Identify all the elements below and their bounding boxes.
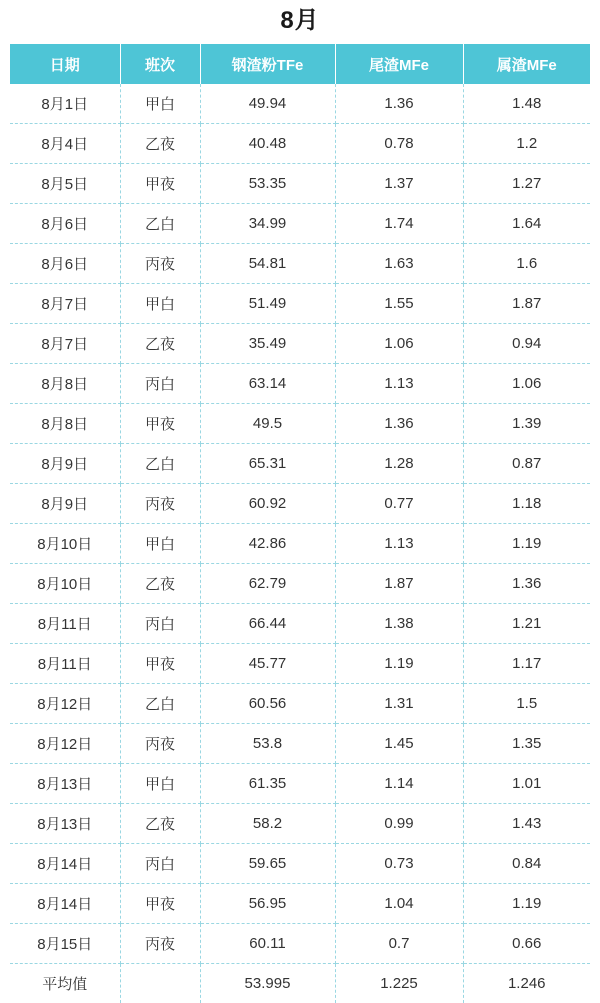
table-cell: 丙白 — [120, 604, 200, 644]
table-cell: 丙夜 — [120, 244, 200, 284]
table-cell: 60.92 — [200, 484, 335, 524]
table-cell: 1.13 — [335, 524, 463, 564]
table-cell: 62.79 — [200, 564, 335, 604]
table-cell: 8月6日 — [10, 244, 120, 284]
table-cell: 63.14 — [200, 364, 335, 404]
table-row — [10, 844, 590, 884]
table-row — [10, 444, 590, 484]
table-cell: 0.66 — [463, 924, 590, 964]
table-cell: 8月4日 — [10, 124, 120, 164]
table-row — [10, 964, 590, 1003]
table-cell: 甲夜 — [120, 884, 200, 924]
table-cell: 49.5 — [200, 404, 335, 444]
table-cell: 66.44 — [200, 604, 335, 644]
table-cell: 8月10日 — [10, 524, 120, 564]
table-cell: 8月10日 — [10, 564, 120, 604]
table-row — [10, 484, 590, 524]
table-cell: 1.6 — [463, 244, 590, 284]
table-row — [10, 204, 590, 244]
table-cell: 53.8 — [200, 724, 335, 764]
table-cell: 8月1日 — [10, 84, 120, 124]
column-header-attached-slag-mfe: 属渣MFe — [463, 44, 590, 84]
table-cell: 8月7日 — [10, 324, 120, 364]
table-cell: 1.36 — [335, 404, 463, 444]
table-cell: 1.37 — [335, 164, 463, 204]
table-cell: 甲白 — [120, 84, 200, 124]
table-cell: 61.35 — [200, 764, 335, 804]
table-cell: 1.48 — [463, 84, 590, 124]
table-cell: 1.87 — [335, 564, 463, 604]
table-cell: 1.74 — [335, 204, 463, 244]
table-cell: 0.99 — [335, 804, 463, 844]
table-cell: 1.45 — [335, 724, 463, 764]
table-cell: 乙夜 — [120, 124, 200, 164]
table-cell: 乙夜 — [120, 804, 200, 844]
table-header — [10, 44, 590, 84]
table-cell: 45.77 — [200, 644, 335, 684]
table-cell: 1.06 — [335, 324, 463, 364]
column-header-shift: 班次 — [120, 44, 200, 84]
table-cell: 丙夜 — [120, 724, 200, 764]
table-cell: 1.17 — [463, 644, 590, 684]
table-row — [10, 684, 590, 724]
table-row — [10, 604, 590, 644]
table-cell: 1.28 — [335, 444, 463, 484]
table-cell: 1.225 — [335, 964, 463, 1003]
measurements-table — [10, 44, 590, 1003]
table-cell: 56.95 — [200, 884, 335, 924]
table-cell: 8月11日 — [10, 604, 120, 644]
table-cell: 0.77 — [335, 484, 463, 524]
table-cell: 丙夜 — [120, 924, 200, 964]
table-cell: 1.14 — [335, 764, 463, 804]
table-cell: 1.18 — [463, 484, 590, 524]
table-cell: 53.995 — [200, 964, 335, 1003]
table-cell: 乙夜 — [120, 324, 200, 364]
table-cell: 42.86 — [200, 524, 335, 564]
table-cell: 甲白 — [120, 764, 200, 804]
table-cell: 8月8日 — [10, 404, 120, 444]
table-cell: 34.99 — [200, 204, 335, 244]
table-cell: 51.49 — [200, 284, 335, 324]
table-cell: 平均值 — [10, 964, 120, 1003]
table-cell: 53.35 — [200, 164, 335, 204]
table-row — [10, 164, 590, 204]
table-cell: 甲夜 — [120, 404, 200, 444]
table-cell: 1.55 — [335, 284, 463, 324]
table-row — [10, 84, 590, 124]
table-cell: 乙白 — [120, 204, 200, 244]
table-cell: 65.31 — [200, 444, 335, 484]
table-cell: 1.36 — [463, 564, 590, 604]
table-row — [10, 644, 590, 684]
table-cell: 0.84 — [463, 844, 590, 884]
table-cell: 丙白 — [120, 364, 200, 404]
table-cell: 8月9日 — [10, 484, 120, 524]
table-cell — [120, 964, 200, 1003]
table-cell: 1.27 — [463, 164, 590, 204]
table-row — [10, 564, 590, 604]
table-row — [10, 284, 590, 324]
table-cell: 1.38 — [335, 604, 463, 644]
table-cell: 49.94 — [200, 84, 335, 124]
table-cell: 8月12日 — [10, 724, 120, 764]
table-cell: 1.64 — [463, 204, 590, 244]
table-cell: 乙白 — [120, 444, 200, 484]
table-cell: 0.94 — [463, 324, 590, 364]
table-cell: 1.43 — [463, 804, 590, 844]
table-cell: 甲夜 — [120, 644, 200, 684]
table-cell: 0.7 — [335, 924, 463, 964]
table-cell: 1.31 — [335, 684, 463, 724]
table-cell: 8月14日 — [10, 884, 120, 924]
table-cell: 乙夜 — [120, 564, 200, 604]
table-cell: 甲白 — [120, 284, 200, 324]
table-cell: 1.35 — [463, 724, 590, 764]
header-row — [10, 44, 590, 84]
table-cell: 0.73 — [335, 844, 463, 884]
table-cell: 8月8日 — [10, 364, 120, 404]
table-row — [10, 524, 590, 564]
table-row — [10, 324, 590, 364]
column-header-tailings-mfe: 尾渣MFe — [335, 44, 463, 84]
table-cell: 60.56 — [200, 684, 335, 724]
table-cell: 1.06 — [463, 364, 590, 404]
table-cell: 甲夜 — [120, 164, 200, 204]
table-cell: 1.87 — [463, 284, 590, 324]
table-cell: 1.246 — [463, 964, 590, 1003]
table-cell: 8月6日 — [10, 204, 120, 244]
table-cell: 8月13日 — [10, 764, 120, 804]
table-cell: 58.2 — [200, 804, 335, 844]
table-cell: 1.39 — [463, 404, 590, 444]
table-cell: 1.04 — [335, 884, 463, 924]
column-header-steel-slag-tfe: 钢渣粉TFe — [200, 44, 335, 84]
column-header-date: 日期 — [10, 44, 120, 84]
table-row — [10, 244, 590, 284]
table-cell: 乙白 — [120, 684, 200, 724]
table-cell: 0.87 — [463, 444, 590, 484]
table-cell: 54.81 — [200, 244, 335, 284]
table-cell: 8月5日 — [10, 164, 120, 204]
table-body — [10, 84, 590, 1003]
table-row — [10, 404, 590, 444]
table-cell: 1.5 — [463, 684, 590, 724]
table-row — [10, 804, 590, 844]
table-cell: 甲白 — [120, 524, 200, 564]
table-cell: 60.11 — [200, 924, 335, 964]
table-row — [10, 364, 590, 404]
table-cell: 8月9日 — [10, 444, 120, 484]
table-cell: 丙白 — [120, 844, 200, 884]
table-cell: 1.19 — [335, 644, 463, 684]
table-row — [10, 924, 590, 964]
table-cell: 1.21 — [463, 604, 590, 644]
table-cell: 丙夜 — [120, 484, 200, 524]
table-cell: 35.49 — [200, 324, 335, 364]
page-title: 8月 — [280, 7, 320, 34]
table-row — [10, 724, 590, 764]
table-cell: 8月11日 — [10, 644, 120, 684]
table-row — [10, 124, 590, 164]
table-cell: 8月7日 — [10, 284, 120, 324]
table-cell: 1.19 — [463, 524, 590, 564]
table-container — [10, 44, 590, 1003]
table-cell: 8月13日 — [10, 804, 120, 844]
table-cell: 8月14日 — [10, 844, 120, 884]
table-cell: 1.63 — [335, 244, 463, 284]
table-cell: 1.13 — [335, 364, 463, 404]
table-cell: 1.2 — [463, 124, 590, 164]
table-cell: 40.48 — [200, 124, 335, 164]
table-cell: 8月12日 — [10, 684, 120, 724]
table-cell: 0.78 — [335, 124, 463, 164]
table-cell: 1.19 — [463, 884, 590, 924]
table-cell: 59.65 — [200, 844, 335, 884]
table-cell: 8月15日 — [10, 924, 120, 964]
table-cell: 1.36 — [335, 84, 463, 124]
table-cell: 1.01 — [463, 764, 590, 804]
table-row — [10, 764, 590, 804]
table-row — [10, 884, 590, 924]
